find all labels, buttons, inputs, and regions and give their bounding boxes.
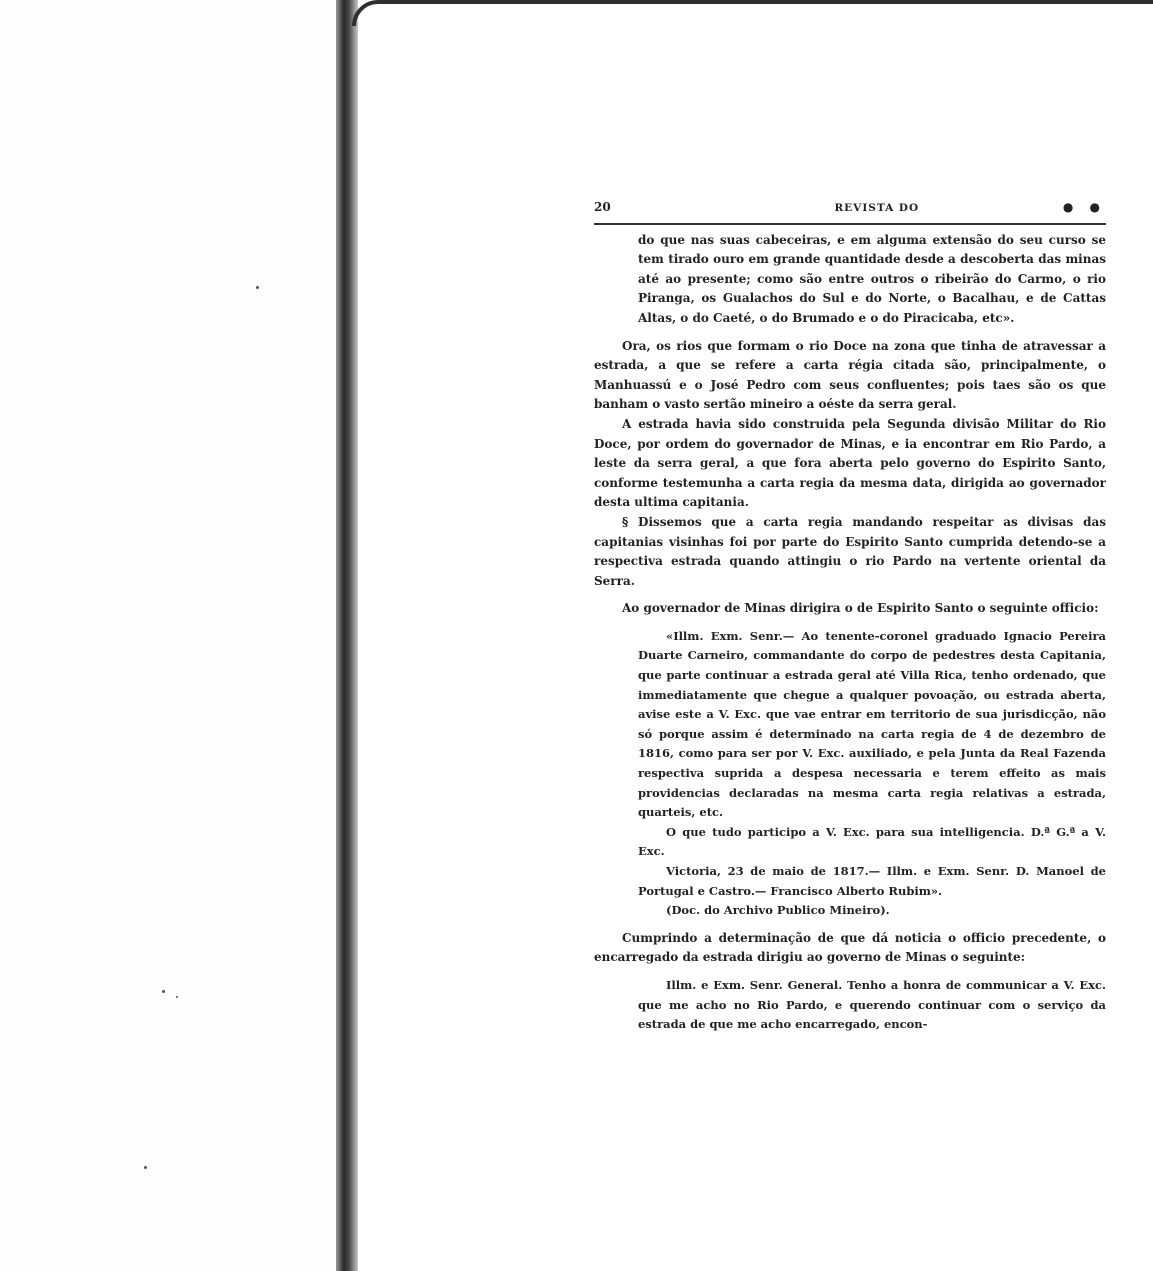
page-number: 20 [594, 200, 611, 214]
book-page [594, 198, 1106, 1035]
letter-signature: Victoria, 23 de maio de 1817.— Illm. e Exm. Senr. D. Manoel de Portugal e Castro.— Francisco Alberto Rubim». [638, 864, 1106, 898]
paragraph-quote-continuation: do que nas suas cabeceiras, e em alguma extensão do seu curso se tem tirado ouro em grande quantidade desde a descoberta das minas até ao presente; como são entre outros o ribeirão do Carmo, o rio Piranga, os Gualachos do Sul e do Norte, o Bacalhau, e de Cattas Altas, o do Caeté, o do Brumado e o do Piracicaba, etc». [638, 232, 1106, 325]
letter-closing: O que tudo participo a V. Exc. para sua intelligencia. D.ª G.ª a V. Exc. [638, 824, 1106, 859]
running-head [594, 198, 1106, 225]
paper-speck [144, 1166, 147, 1169]
running-title: REVISTA DO [834, 202, 920, 214]
paragraph: Cumprindo a determinação de que dá noticia o officio precedente, o encarregado da estrada dirigiu ao governo de Minas o seguinte: [594, 930, 1106, 965]
paragraph: Ora, os rios que formam o rio Doce na zona que tinha de atravessar a estrada, a que se refere a carta régia citada são, principalmente, o Manhuassú e o José Pedro com seus confluentes; pois taes são os que banham o vasto sertão mineiro a oéste da serra geral. [594, 338, 1106, 412]
book-gutter [336, 0, 358, 1271]
letter-quote: «Illm. Exm. Senr.— Ao tenente-coronel graduado Ignacio Pereira Duarte Carneiro, commandante do corpo de pedestres desta Capitania, que parte continuar a estrada geral até Villa Rica, tenho ordenado, que immediatamente que chegue a qualquer povoação, ou estrada aberta, avise este a V. Exc. que vae entrar em territorio de sua jurisdicção, não só porque assim é determinado na carta regia de 4 de dezembro de 1816, como para ser por V. Exc. auxiliado, e pela Junta da Real Fazenda respectiva suprida a despesa necessaria e terem effeito as mais providencias declaradas na mesma carta regia relativas a estrada, quarteis, etc. [638, 628, 1106, 820]
header-marks: ● ● [1062, 200, 1106, 214]
paragraph: § Dissemos que a carta regia mandando respeitar as divisas das capitanias visinhas foi por parte do Espirito Santo cumprida detendo-se a respectiva estrada quando attingiu o rio Pardo na vertente oriental da Serra. [594, 514, 1106, 588]
paper-speck [256, 286, 259, 289]
letter-quote: Illm. e Exm. Senr. General. Tenho a honra de communicar a V. Exc. que me acho no Rio Pardo, e querendo continuar com o serviço da estrada de que me acho encarregado, encon- [638, 977, 1106, 1032]
paper-speck [162, 990, 165, 993]
paragraph: A estrada havia sido construida pela Segunda divisão Militar do Rio Doce, por ordem do governador de Minas, e ia encontrar em Rio Pardo, a leste da serra geral, a que fora aberta pelo governo do Espirito Santo, conforme testemunha a carta regia da mesma data, dirigida ao governador desta ultima capitania. [594, 416, 1106, 510]
left-page [0, 0, 343, 1271]
paragraph: Ao governador de Minas dirigira o de Espirito Santo o seguinte officio: [622, 601, 1099, 616]
source-citation: (Doc. do Archivo Publico Mineiro). [666, 903, 890, 918]
paper-speck [176, 996, 178, 998]
page-edge [352, 0, 1153, 26]
